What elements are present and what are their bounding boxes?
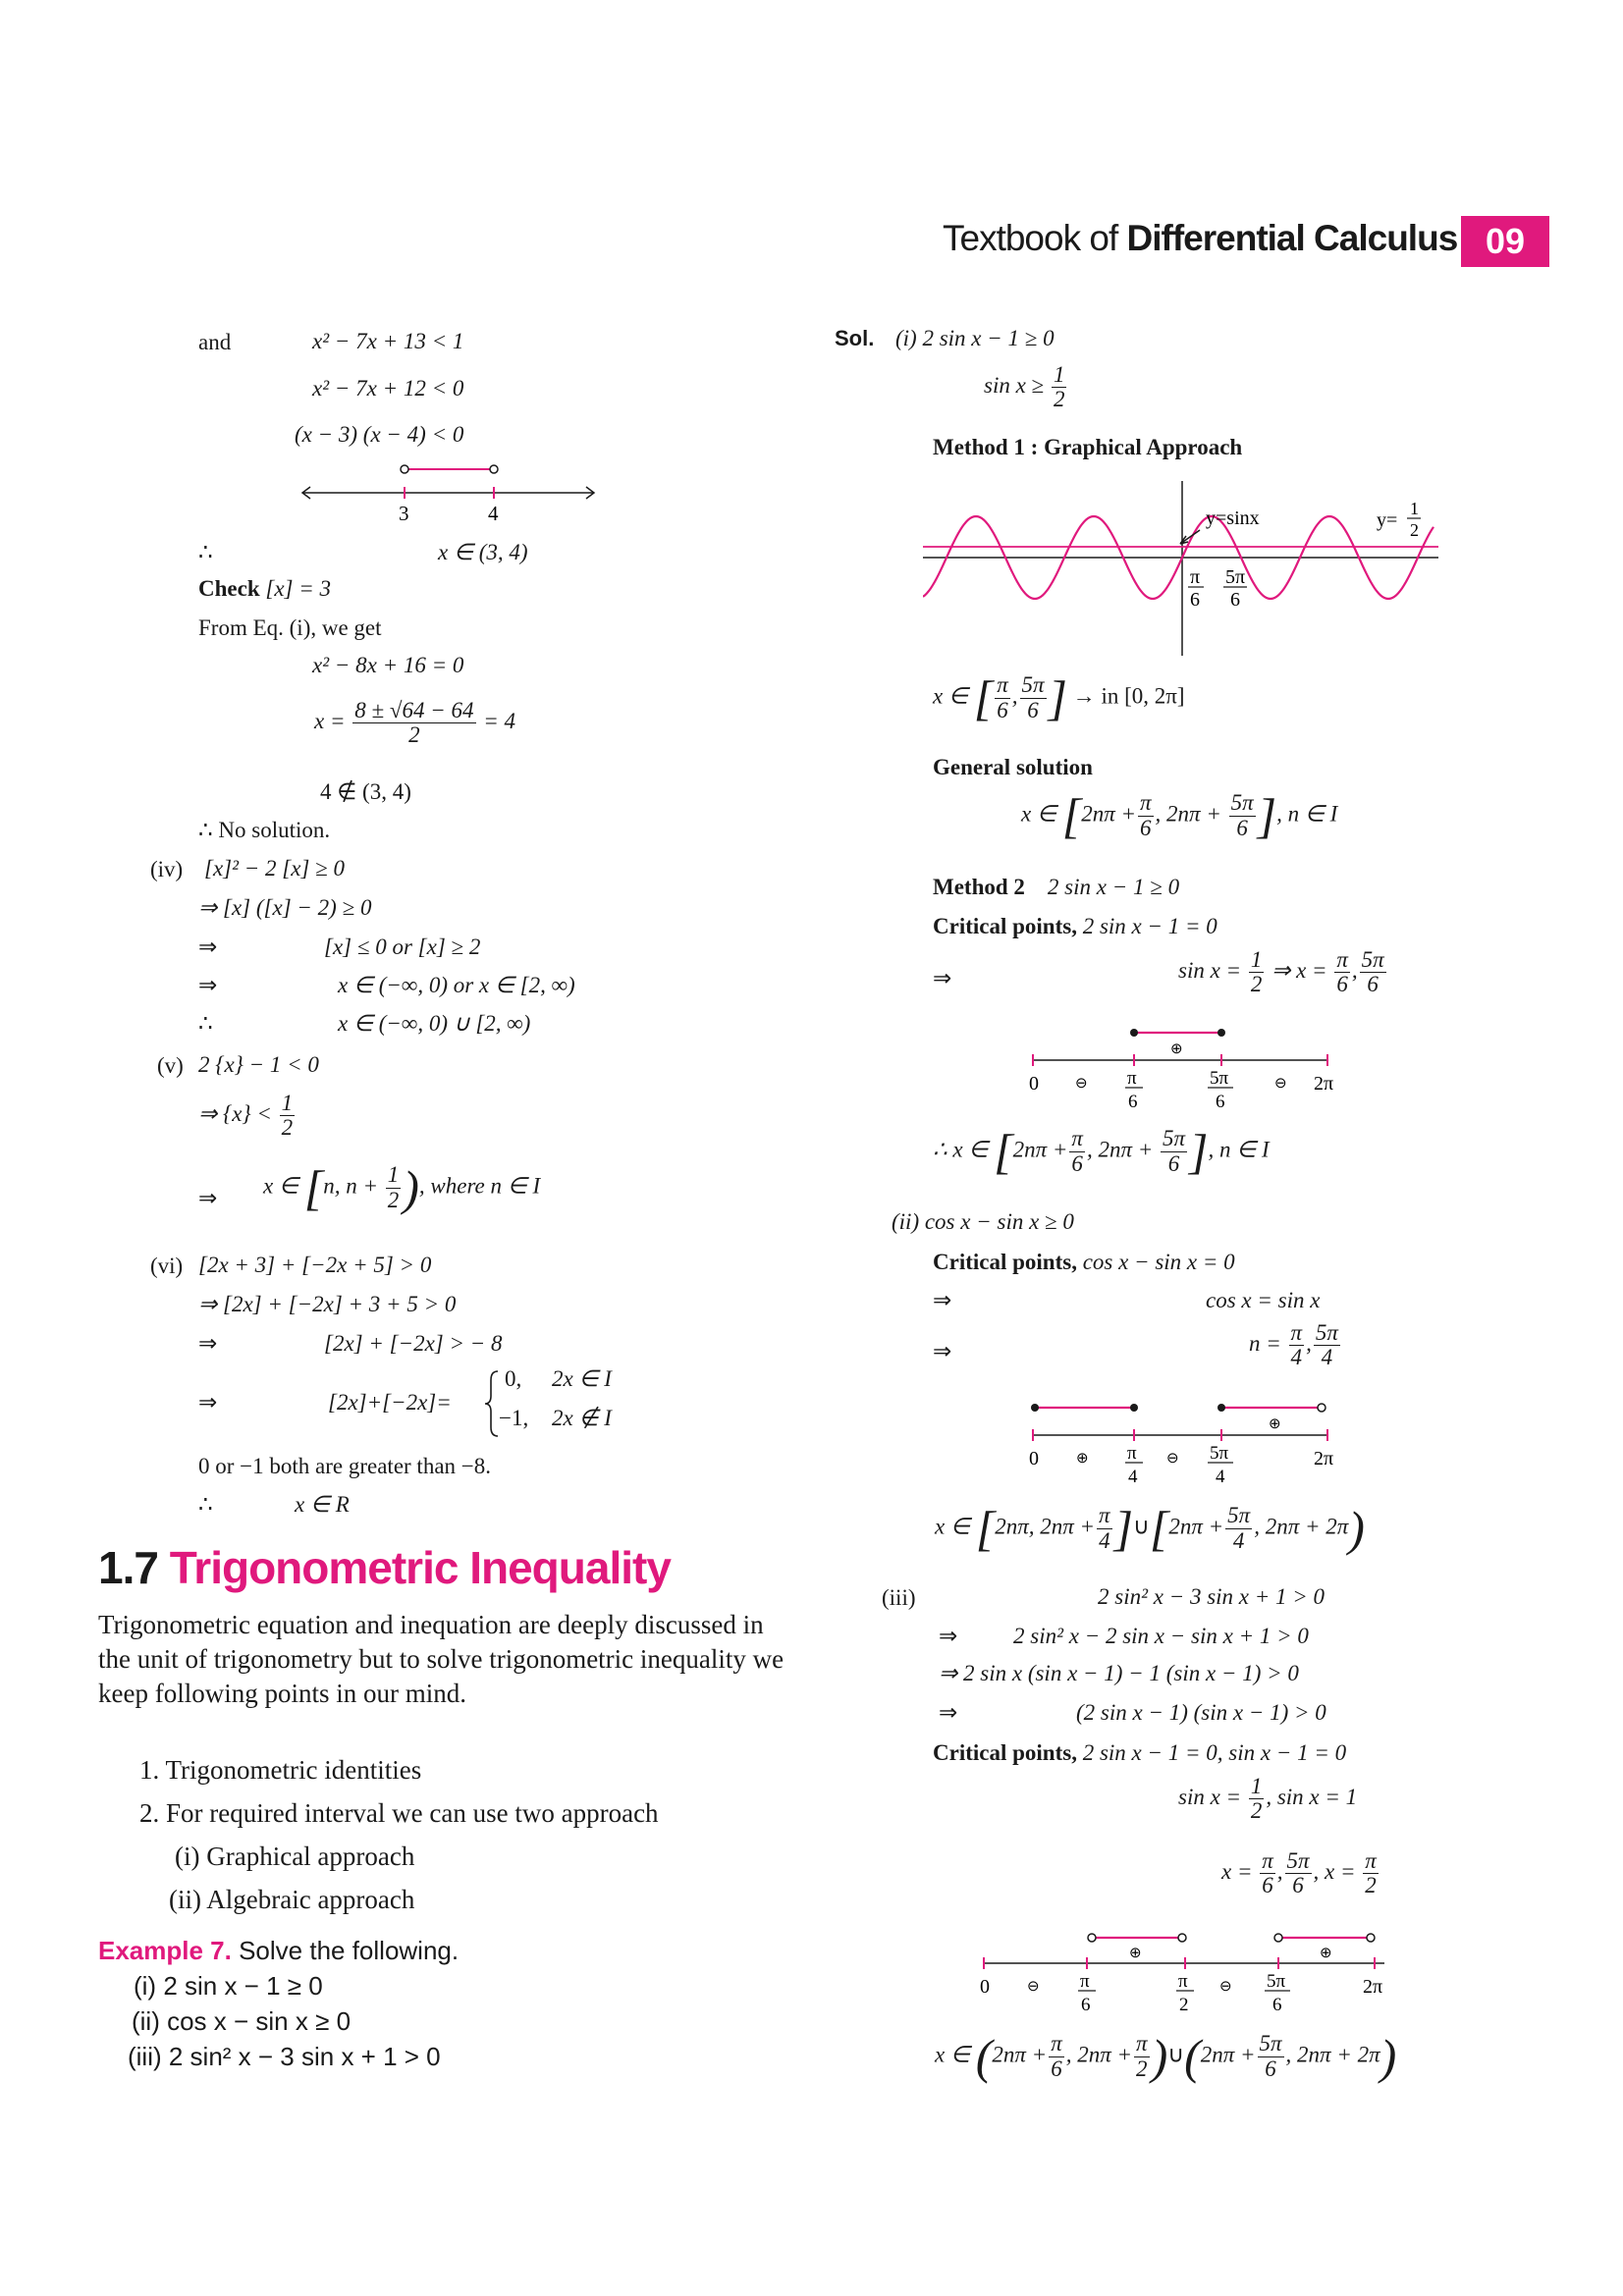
frac-den: 6 [1167,1150,1180,1176]
method-2-result: ∴ x ∈ [2nπ + $\frac{\pi}{6}$ , 2nπ + $\frac{5\pi}{6}$ ], n ∈ I [933,1124,1270,1179]
critical-3-step-2: x = $\frac{\pi}{6}$ , $\frac{5\pi}{6}$ , x = $\frac{\pi}{2}$ [1221,1848,1377,1898]
tick-5pi: 5π [1267,1971,1286,1992]
equation-3: (x − 3) (x − 4) < 0 [295,422,464,447]
critical-2-step-1: cos x = sin x [1206,1288,1321,1312]
sign-plus: ⊕ [1129,1946,1142,1961]
number-line-3-4 [295,454,609,524]
part-iv-equation: [x]² − 2 [x] ≥ 0 [204,856,346,881]
frac-den: 2 [1250,1798,1263,1824]
frac-den: 6 [1336,972,1348,997]
b: , 2nπ + [1065,2042,1133,2067]
point-2b: (ii) Algebraic approach [169,1885,415,1914]
part-iv-step-4: x ∈ (−∞, 0) ∪ [2, ∞) [338,1011,531,1036]
frac-den: 6 [1071,1150,1083,1176]
sign-plus: ⊕ [1269,1416,1281,1432]
therefore-3: ∴ [198,1492,213,1517]
tick-2pi: 2π [1314,1448,1334,1469]
frac-num: 5π [1259,2031,1282,2056]
check-value: [x] = 3 [259,576,332,601]
frac-num: 5π [1286,1848,1310,1873]
point-2: 2. For required interval we can use two approach [139,1798,659,1828]
implies-r3: ⇒ [933,1339,952,1363]
sign-plus: ⊕ [1170,1041,1183,1057]
label-6b: 6 [1230,589,1240,611]
frac-num: 1 [1250,947,1263,972]
tick-0: 0 [1029,1448,1039,1469]
label-5pi: 5π [1225,566,1246,588]
implies-r4: ⇒ [939,1624,958,1648]
critical-step-1: sin x = $\frac{1}{2}$ ⇒ x = $\frac{\pi}{6}$ , $\frac{5\pi}{6}$ [1178,947,1384,997]
frac-num: π [1140,790,1152,816]
frac-den: 2 [281,1115,294,1141]
b: , 2nπ + [1086,1137,1154,1162]
solution-label: Sol. [835,326,875,350]
sign-minus: ⊖ [1027,1979,1040,1995]
label-pi: π [1190,566,1201,588]
check-line [198,575,331,604]
tick-pi: π [1127,1443,1137,1464]
tick-5pi: 5π [1210,1443,1229,1464]
frac-den: 4 [1321,1345,1333,1370]
frac-num: 1 [1053,362,1065,387]
sign-minus: ⊖ [1166,1451,1179,1467]
frac-num: 5π [1230,790,1254,816]
frac-den: 6 [1292,1873,1304,1898]
pre: x ∈ [935,1514,970,1539]
example-part-i: (i) 2 sin x − 1 ≥ 0 [134,1971,323,2001]
part-vi-step-2: [2x] + [−2x] > − 8 [324,1331,503,1356]
part-iii-result: x ∈ (2nπ + $\frac{\pi}{6}$ , 2nπ + $\frac{\pi}{2}$ )∪(2nπ + $\frac{5\pi}{6}$ , 2nπ + 2π) [935,2029,1397,2084]
from-eq-text: From Eq. (i), we get [198,615,382,640]
frac-num: π [1136,2031,1148,2056]
pre: x ∈ [933,683,968,709]
label-6: 6 [1190,589,1200,611]
tick-6b: 6 [1216,1092,1225,1112]
implies-r5: ⇒ [939,1700,958,1725]
implies-r2: ⇒ [933,1288,952,1312]
point-2a: (i) Graphical approach [175,1842,415,1871]
frac-num: π [1071,1126,1083,1151]
part-iv-step-3: x ∈ (−∞, 0) or x ∈ [2, ∞) [338,973,575,997]
number-line-part-ii [1021,1396,1345,1494]
frac-den: 2 [1250,972,1263,997]
critical-eq: 2 sin x − 1 = 0, sin x − 1 = 0 [1082,1740,1347,1765]
tick-label-3: 3 [399,502,409,524]
label-half-den: 2 [1410,520,1419,540]
gs-b: , 2nπ + [1155,801,1221,827]
lhs: n = [1249,1330,1281,1356]
example-part-ii: (ii) cos x − sin x ≥ 0 [132,2006,352,2036]
critical-points-2 [933,1249,1235,1277]
part-iv-label: (iv) [150,857,184,881]
sol-part-i-equation: (i) 2 sin x − 1 ≥ 0 [895,326,1055,350]
frac-num: 5π [1227,1503,1251,1528]
frac-num: 5π [1021,672,1045,698]
d: , 2nπ + 2π [1285,2042,1380,2067]
tick-2pi: 2π [1363,1976,1383,1998]
tick-0: 0 [1029,1073,1039,1095]
c: 2nπ + [1200,2042,1256,2067]
sine-graph [923,481,1443,658]
tick-6b: 6 [1272,1995,1282,2015]
critical-eq: cos x − sin x = 0 [1082,1250,1235,1274]
example-part-iii: (iii) 2 sin² x − 3 sin x + 1 > 0 [128,2042,441,2071]
sign-minus-2: ⊖ [1219,1979,1232,1995]
frac-num: 5π [1162,1126,1186,1151]
case-1-value: 0, [505,1366,522,1391]
point-1: 1. Trigonometric identities [139,1755,422,1785]
mid: ⇒ x = [1271,957,1327,983]
sol-part-ii-equation: (ii) cos x − sin x ≥ 0 [892,1209,1074,1234]
number-line-part-iii [972,1924,1404,2022]
implies-5: ⇒ [198,1390,218,1415]
critical-label: Critical points, [933,1740,1077,1765]
not-in-interval: 4 ∉ (3, 4) [320,779,411,804]
sol-part-iii-equation: 2 sin² x − 3 sin x + 1 > 0 [1098,1584,1325,1609]
label-y-equals: y= [1377,509,1398,531]
frac-num: 1 [1250,1774,1263,1798]
tick-4: 4 [1128,1467,1138,1487]
tick-2: 2 [1179,1995,1189,2015]
cup: ∪ [1167,2042,1185,2067]
critical-3-step-1 [1178,1775,1357,1823]
example-text: Solve the following. [231,1936,460,1965]
frac-den: 6 [1265,2056,1276,2081]
critical-2-step-2: n = $\frac{\pi}{4}$ , $\frac{5\pi}{4}$ [1249,1320,1338,1370]
equation-4: x² − 8x + 16 = 0 [312,653,464,677]
implies-2: ⇒ [198,973,218,997]
case-2-condition: 2x ∉ I [552,1406,612,1430]
a: 2nπ, 2nπ + [995,1514,1096,1539]
part-v-step-2: x ∈ [n, n + $\frac{1}{2}$ ), where n ∈ I [263,1160,541,1215]
frac-num: 1 [387,1162,400,1188]
frac-den: 4 [1290,1345,1303,1370]
part-v-label: (v) [157,1053,184,1078]
tick-6: 6 [1081,1995,1091,2015]
part-iv-step-2: [x] ≤ 0 or [x] ≥ 2 [324,934,481,959]
section-intro: Trigonometric equation and inequation are deeply discussed in the unit of trigonometry but to solve trigonometric inequality we keep following points in our mind. [98,1610,784,1708]
tick-2pi: 2π [1314,1073,1334,1095]
implies-3: ⇒ [198,1186,218,1210]
part-v-step-2-int: n, n + [323,1173,378,1199]
frac-num: 1 [281,1091,294,1115]
implies-r1: ⇒ [933,966,952,990]
quad-numerator: 8 ± √64 − 64 [354,698,474,722]
pre: ∴ x ∈ [933,1137,989,1162]
label-y-sinx: y=sinx [1206,507,1260,529]
b: 2nπ + [1168,1514,1224,1539]
critical-eq: 2 sin x − 1 = 0 [1082,914,1217,938]
gs-a: 2nπ + [1081,801,1137,827]
general-solution-expression: x ∈ [2nπ + $\frac{\pi}{6}$ , 2nπ + $\frac{5\pi}{6}$ ], n ∈ I [1021,788,1338,843]
frac-num: π [1051,2031,1062,2056]
section-number: 1.7 [98,1542,158,1593]
post: , n ∈ I [1208,1137,1270,1162]
therefore-2: ∴ [198,1011,213,1036]
method-2-label: Method 2 [933,875,1025,899]
therefore-symbol: ∴ [198,540,213,564]
part-vi-label: (vi) [150,1254,184,1278]
tick-0: 0 [980,1976,990,1998]
no-solution-text: ∴ No solution. [198,818,331,842]
section-heading [98,1541,671,1594]
quadratic-formula [314,699,515,747]
frac-den: 6 [1367,972,1379,997]
frac-den: 4 [1099,1527,1110,1553]
case-2-value: −1, [499,1406,529,1430]
part-vi-step-1: ⇒ [2x] + [−2x] + 3 + 5 > 0 [198,1292,457,1316]
post: , n ∈ I [1276,801,1338,827]
part-v-step-2-post: , where n ∈ I [418,1173,541,1199]
tick-label-4: 4 [488,502,499,524]
interval-0-2pi: x ∈ [ $\frac{\pi}{6}$ , $\frac{5\pi}{6}$ ] → in [0, 2π] [933,670,1185,725]
sign-minus: ⊖ [1075,1076,1088,1092]
critical-label: Critical points, [933,914,1077,938]
part-vi-equation: [2x + 3] + [−2x + 5] > 0 [198,1253,432,1277]
sign-minus-2: ⊖ [1274,1076,1287,1092]
equation-1: x² − 7x + 13 < 1 [312,329,464,353]
and-label: and [198,330,232,354]
method-2-line [933,874,1179,902]
section-title: Trigonometric Inequality [169,1542,671,1593]
part-iii-step-3: (2 sin x − 1) (sin x − 1) > 0 [1076,1700,1326,1725]
frac-num: π [1365,1848,1377,1873]
example-label: Example 7. [98,1936,232,1965]
frac-den: 2 [1136,2056,1148,2081]
sol-part-i-step-1 [984,363,1068,411]
frac-num: π [1336,947,1348,972]
frac-den: 6 [997,697,1008,722]
part-v-step-1-lhs: ⇒ {x} < [198,1100,272,1126]
part-vi-result: x ∈ R [295,1492,350,1517]
number-line-method-2 [1021,1021,1345,1119]
step-lhs: sin x ≥ [984,372,1045,398]
part-iii-step-2: ⇒ 2 sin x (sin x − 1) − 1 (sin x − 1) > 0 [939,1661,1299,1685]
frac-den: 2 [387,1187,400,1212]
method-2-eq: 2 sin x − 1 ≥ 0 [1047,875,1180,899]
quad-rhs: = 4 [483,708,516,733]
part-iv-step-1: ⇒ [x] ([x] − 2) ≥ 0 [198,895,372,920]
a: 2nπ + [992,2042,1048,2067]
pre: x ∈ [935,2042,970,2067]
tick-4b: 4 [1216,1467,1225,1487]
part-ii-result: x ∈ [2nπ, 2nπ + $\frac{\pi}{4}$ ]∪[2nπ + $\frac{5\pi}{4}$ , 2nπ + 2π) [935,1501,1365,1556]
frac-den: 6 [1236,815,1248,840]
sol-part-iii-label: (iii) [882,1585,916,1610]
post: → in [0, 2π] [1072,683,1185,709]
frac-num: 5π [1361,947,1384,972]
critical-points-1 [933,913,1217,941]
lhs: sin x = [1178,1784,1242,1809]
part-v-step-2-pre: x ∈ [263,1173,298,1199]
general-solution-heading: General solution [933,755,1093,779]
method-1-heading: Method 1 : Graphical Approach [933,435,1243,459]
tick-5pi: 5π [1210,1068,1229,1089]
sign-plus-2: ⊕ [1320,1946,1332,1961]
quad-denominator: 2 [408,722,420,748]
part-iii-step-1: 2 sin² x − 2 sin x − sin x + 1 > 0 [1013,1624,1309,1648]
case-1-condition: 2x ∈ I [552,1366,612,1391]
tick-pi: π [1080,1971,1090,1992]
header-title-prefix: Textbook of [943,218,1127,258]
frac-den: 6 [1051,2056,1062,2081]
running-header [943,218,1457,259]
frac-num: π [1262,1848,1273,1873]
a: 2nπ + [1012,1137,1068,1162]
part-vi-step-3-lhs: [2x]+[−2x]= [328,1390,452,1415]
critical-label: Critical points, [933,1250,1077,1274]
tick-pi-2: π [1178,1971,1188,1992]
implies-4: ⇒ [198,1331,218,1356]
frac-den: 6 [1262,1873,1273,1898]
c: , 2nπ + 2π [1254,1514,1349,1539]
frac-den: 6 [1027,697,1039,722]
tick-6: 6 [1128,1092,1138,1112]
part-v-step-1 [198,1092,297,1140]
check-label: Check [198,576,260,601]
equation-2: x² − 7x + 12 < 0 [312,376,464,400]
rhs: , sin x = 1 [1266,1784,1358,1809]
mid: , x = [1313,1858,1356,1884]
frac-num: π [997,672,1008,698]
frac-num: π [1290,1320,1303,1345]
part-vi-note: 0 or −1 both are greater than −8. [198,1454,492,1478]
pre: x ∈ [1021,801,1056,827]
frac-num: π [1099,1503,1110,1528]
cup: ∪ [1133,1514,1150,1539]
sign-plus-2: ⊕ [1076,1451,1089,1467]
tick-pi: π [1127,1068,1137,1089]
frac-den: 2 [1053,387,1065,412]
frac-num: 5π [1315,1320,1338,1345]
page-number: 09 [1461,216,1549,267]
label-half-num: 1 [1410,499,1419,518]
quad-lhs: x = [314,708,346,733]
result-interval-3-4: x ∈ (3, 4) [438,540,528,564]
frac-den: 6 [1140,815,1152,840]
lhs: x = [1221,1858,1253,1884]
critical-points-3 [933,1739,1346,1768]
example-heading [98,1936,459,1966]
frac-den: 2 [1365,1873,1377,1898]
part-v-equation: 2 {x} − 1 < 0 [198,1052,319,1077]
header-title-bold: Differential Calculus [1126,218,1458,258]
lhs: sin x = [1178,957,1242,983]
implies-1: ⇒ [198,934,218,959]
frac-den: 4 [1232,1527,1245,1553]
